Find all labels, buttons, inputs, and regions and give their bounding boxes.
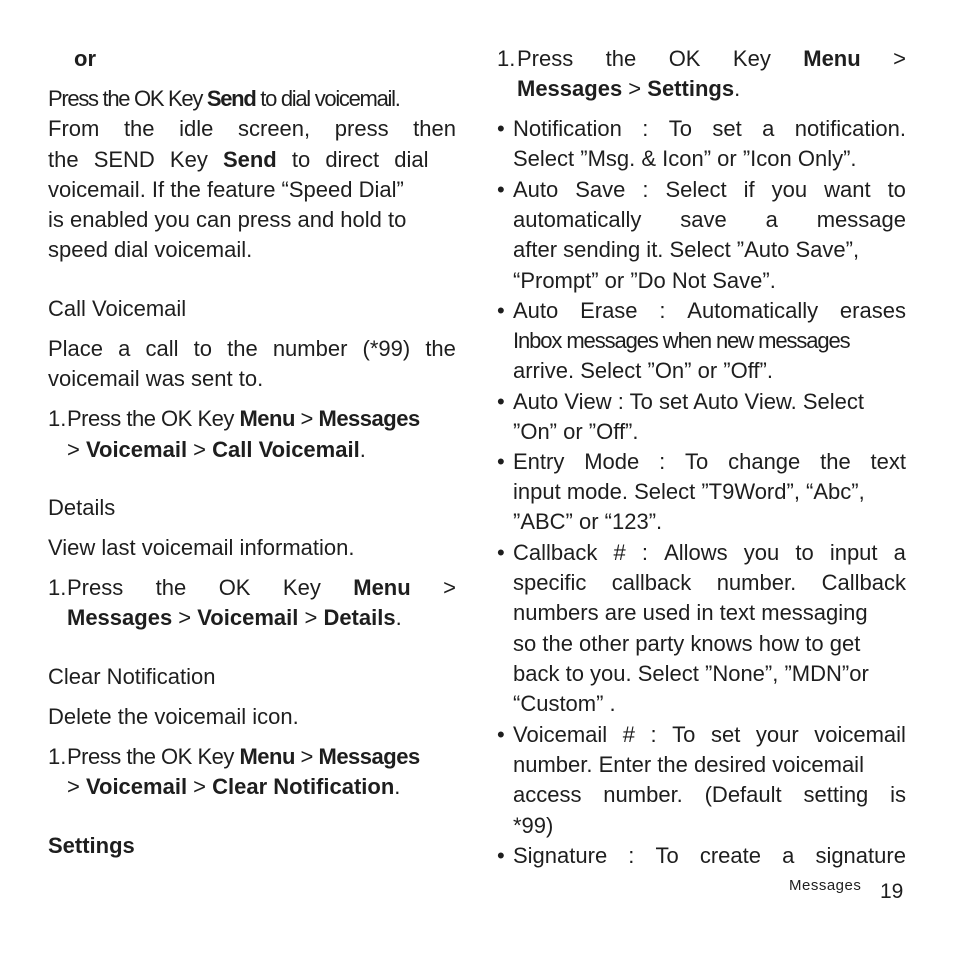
word: Entry bbox=[513, 449, 565, 474]
word: number. bbox=[603, 782, 683, 808]
word: To bbox=[655, 843, 679, 868]
call-voicemail-desc-line: voicemail was sent to. bbox=[48, 366, 264, 391]
word: Notification bbox=[513, 116, 622, 141]
bullet-marker: • bbox=[497, 177, 505, 202]
word: automatically bbox=[513, 207, 642, 233]
bullet-line: *99) bbox=[513, 812, 554, 838]
bullet-line: so the other party knows how to get bbox=[513, 630, 861, 656]
word: the bbox=[820, 449, 851, 474]
word: (*99) bbox=[362, 336, 411, 361]
word: To bbox=[672, 722, 696, 747]
word: press bbox=[334, 116, 389, 141]
word: call bbox=[145, 336, 179, 361]
word: Callback bbox=[821, 570, 906, 596]
step-number: 1. bbox=[497, 46, 516, 71]
bullet-line bbox=[513, 780, 906, 810]
bullet-line bbox=[513, 568, 906, 598]
word: To bbox=[685, 449, 709, 474]
word: : bbox=[642, 116, 649, 141]
word: Menu bbox=[353, 575, 411, 600]
word: the bbox=[123, 116, 155, 141]
word: Allows bbox=[664, 540, 728, 565]
bullet-line bbox=[513, 296, 906, 326]
clear-notification-heading: Clear Notification bbox=[48, 664, 216, 689]
word: : bbox=[659, 298, 666, 323]
bullet-line: after sending it. Select ”Auto Save”, bbox=[513, 237, 860, 263]
details-desc: View last voicemail information. bbox=[48, 535, 355, 560]
word: a bbox=[782, 843, 795, 868]
word: you bbox=[743, 540, 780, 565]
bullet-line: Auto View : To set Auto View. Select bbox=[513, 389, 865, 414]
word: OK bbox=[218, 575, 251, 600]
word: notification. bbox=[794, 116, 906, 141]
paragraph-line: Press the OK Key Send to dial voicemail. bbox=[48, 86, 400, 111]
word: : bbox=[650, 722, 657, 747]
word: Mode bbox=[584, 449, 640, 474]
settings-heading: Settings bbox=[48, 833, 135, 858]
word: (Default bbox=[704, 782, 782, 808]
word: From bbox=[48, 116, 100, 141]
word: Select bbox=[665, 177, 727, 202]
bullet-marker: • bbox=[497, 449, 505, 474]
paragraph-line bbox=[48, 114, 456, 144]
word: signature bbox=[815, 843, 906, 868]
word: a bbox=[762, 116, 775, 141]
call-voicemail-desc-line bbox=[48, 334, 456, 364]
step-line: Messages > Voicemail > Details. bbox=[67, 605, 402, 630]
word: to bbox=[795, 540, 814, 565]
word: OK bbox=[668, 46, 701, 71]
bullet-marker: • bbox=[497, 843, 505, 868]
step-line: Press the OK Key Menu > Messages bbox=[67, 406, 420, 431]
word: Auto bbox=[513, 298, 559, 323]
word: # bbox=[622, 722, 635, 747]
word: the bbox=[155, 575, 187, 600]
bullet-marker: • bbox=[497, 116, 505, 141]
word: then bbox=[413, 116, 456, 141]
word: is bbox=[890, 782, 906, 808]
word: the bbox=[605, 46, 637, 71]
step-line: > Voicemail > Call Voicemail. bbox=[67, 437, 366, 462]
bullet-line: arrive. Select ”On” or ”Off”. bbox=[513, 358, 773, 384]
step-number: 1. bbox=[48, 744, 67, 769]
step-line bbox=[517, 44, 906, 74]
word: Callback bbox=[513, 540, 598, 565]
word: idle bbox=[179, 116, 214, 141]
bullet-line: Select ”Msg. & Icon” or ”Icon Only”. bbox=[513, 146, 857, 172]
word: set bbox=[710, 722, 741, 747]
bullet-marker: • bbox=[497, 722, 505, 747]
word: the bbox=[227, 336, 258, 361]
bullet-line: ”On” or ”Off”. bbox=[513, 419, 639, 445]
word: you bbox=[771, 177, 808, 202]
word: Press bbox=[517, 46, 574, 71]
word: : bbox=[642, 177, 649, 202]
word: create bbox=[699, 843, 761, 868]
word: Menu bbox=[803, 46, 861, 71]
footer-section-label: Messages bbox=[789, 877, 862, 894]
word: > bbox=[893, 46, 906, 71]
bullet-line: back to you. Select ”None”, ”MDN”or bbox=[513, 660, 869, 686]
bullet-line: “Custom” . bbox=[513, 691, 616, 716]
word: change bbox=[728, 449, 801, 474]
bullet-line: ”ABC” or “123”. bbox=[513, 509, 663, 535]
bullet-line bbox=[513, 841, 906, 871]
bullet-line: numbers are used in text messaging bbox=[513, 600, 868, 626]
bullet-line: “Prompt” or ”Do Not Save”. bbox=[513, 267, 776, 293]
word: text bbox=[870, 449, 906, 474]
word: # bbox=[613, 540, 626, 565]
details-heading: Details bbox=[48, 495, 116, 520]
paragraph-line: is enabled you can press and hold to bbox=[48, 207, 407, 232]
word: Key bbox=[282, 575, 321, 600]
bullet-line: input mode. Select ”T9Word”, “Abc”, bbox=[513, 479, 865, 505]
step-line: Messages > Settings. bbox=[517, 76, 741, 101]
word: number. bbox=[716, 570, 797, 596]
word: Voicemail bbox=[513, 722, 608, 747]
word: callback bbox=[611, 570, 692, 596]
word: a bbox=[765, 207, 778, 233]
word: input bbox=[829, 540, 878, 565]
word: Place bbox=[48, 336, 104, 361]
bullet-line: number. Enter the desired voicemail bbox=[513, 752, 864, 778]
word: number bbox=[272, 336, 348, 361]
word: Signature bbox=[513, 843, 608, 868]
word: want bbox=[824, 177, 871, 202]
step-line bbox=[67, 573, 456, 603]
word: To bbox=[668, 116, 692, 141]
step-number: 1. bbox=[48, 406, 67, 431]
clear-notification-desc: Delete the voicemail icon. bbox=[48, 704, 299, 729]
paragraph-line: speed dial voicemail. bbox=[48, 237, 253, 262]
word: set bbox=[712, 116, 742, 141]
bullet-line bbox=[513, 538, 906, 568]
or-heading: or bbox=[74, 46, 96, 71]
word: setting bbox=[803, 782, 869, 808]
word: your bbox=[755, 722, 799, 747]
word: Press bbox=[67, 575, 124, 600]
paragraph-line: voicemail. If the feature “Speed Dial” bbox=[48, 177, 404, 202]
bullet-marker: • bbox=[497, 389, 505, 414]
bullet-line: Inbox messages when new messages bbox=[513, 328, 850, 354]
word: to bbox=[193, 336, 212, 361]
word: to bbox=[887, 177, 906, 202]
step-number: 1. bbox=[48, 575, 67, 600]
word: message bbox=[816, 207, 906, 233]
word: Save bbox=[575, 177, 626, 202]
word: Erase bbox=[580, 298, 638, 323]
word: save bbox=[680, 207, 727, 233]
paragraph-line: the SEND Key Send to direct dial bbox=[48, 147, 429, 172]
bullet-line bbox=[513, 205, 906, 235]
word: access bbox=[513, 782, 582, 808]
bullet-marker: • bbox=[497, 540, 505, 565]
word: screen, bbox=[238, 116, 311, 141]
call-voicemail-heading: Call Voicemail bbox=[48, 296, 187, 321]
word: erases bbox=[839, 298, 906, 323]
word: : bbox=[628, 843, 635, 868]
bullet-line bbox=[513, 175, 906, 205]
step-line: > Voicemail > Clear Notification. bbox=[67, 774, 401, 799]
bullet-line bbox=[513, 447, 906, 477]
bullet-line bbox=[513, 114, 906, 144]
word: Automatically bbox=[687, 298, 819, 323]
word: a bbox=[893, 540, 906, 565]
word: : bbox=[641, 540, 648, 565]
word: > bbox=[443, 575, 456, 600]
word: : bbox=[659, 449, 666, 474]
page-number: 19 bbox=[880, 880, 904, 903]
bullet-marker: • bbox=[497, 298, 505, 323]
word: Key bbox=[732, 46, 771, 71]
word: a bbox=[118, 336, 131, 361]
word: Auto bbox=[513, 177, 559, 202]
step-line: Press the OK Key Menu > Messages bbox=[67, 744, 420, 769]
word: voicemail bbox=[814, 722, 906, 747]
word: if bbox=[743, 177, 755, 202]
word: specific bbox=[513, 570, 587, 596]
bullet-line bbox=[513, 720, 906, 750]
word: the bbox=[425, 336, 456, 361]
